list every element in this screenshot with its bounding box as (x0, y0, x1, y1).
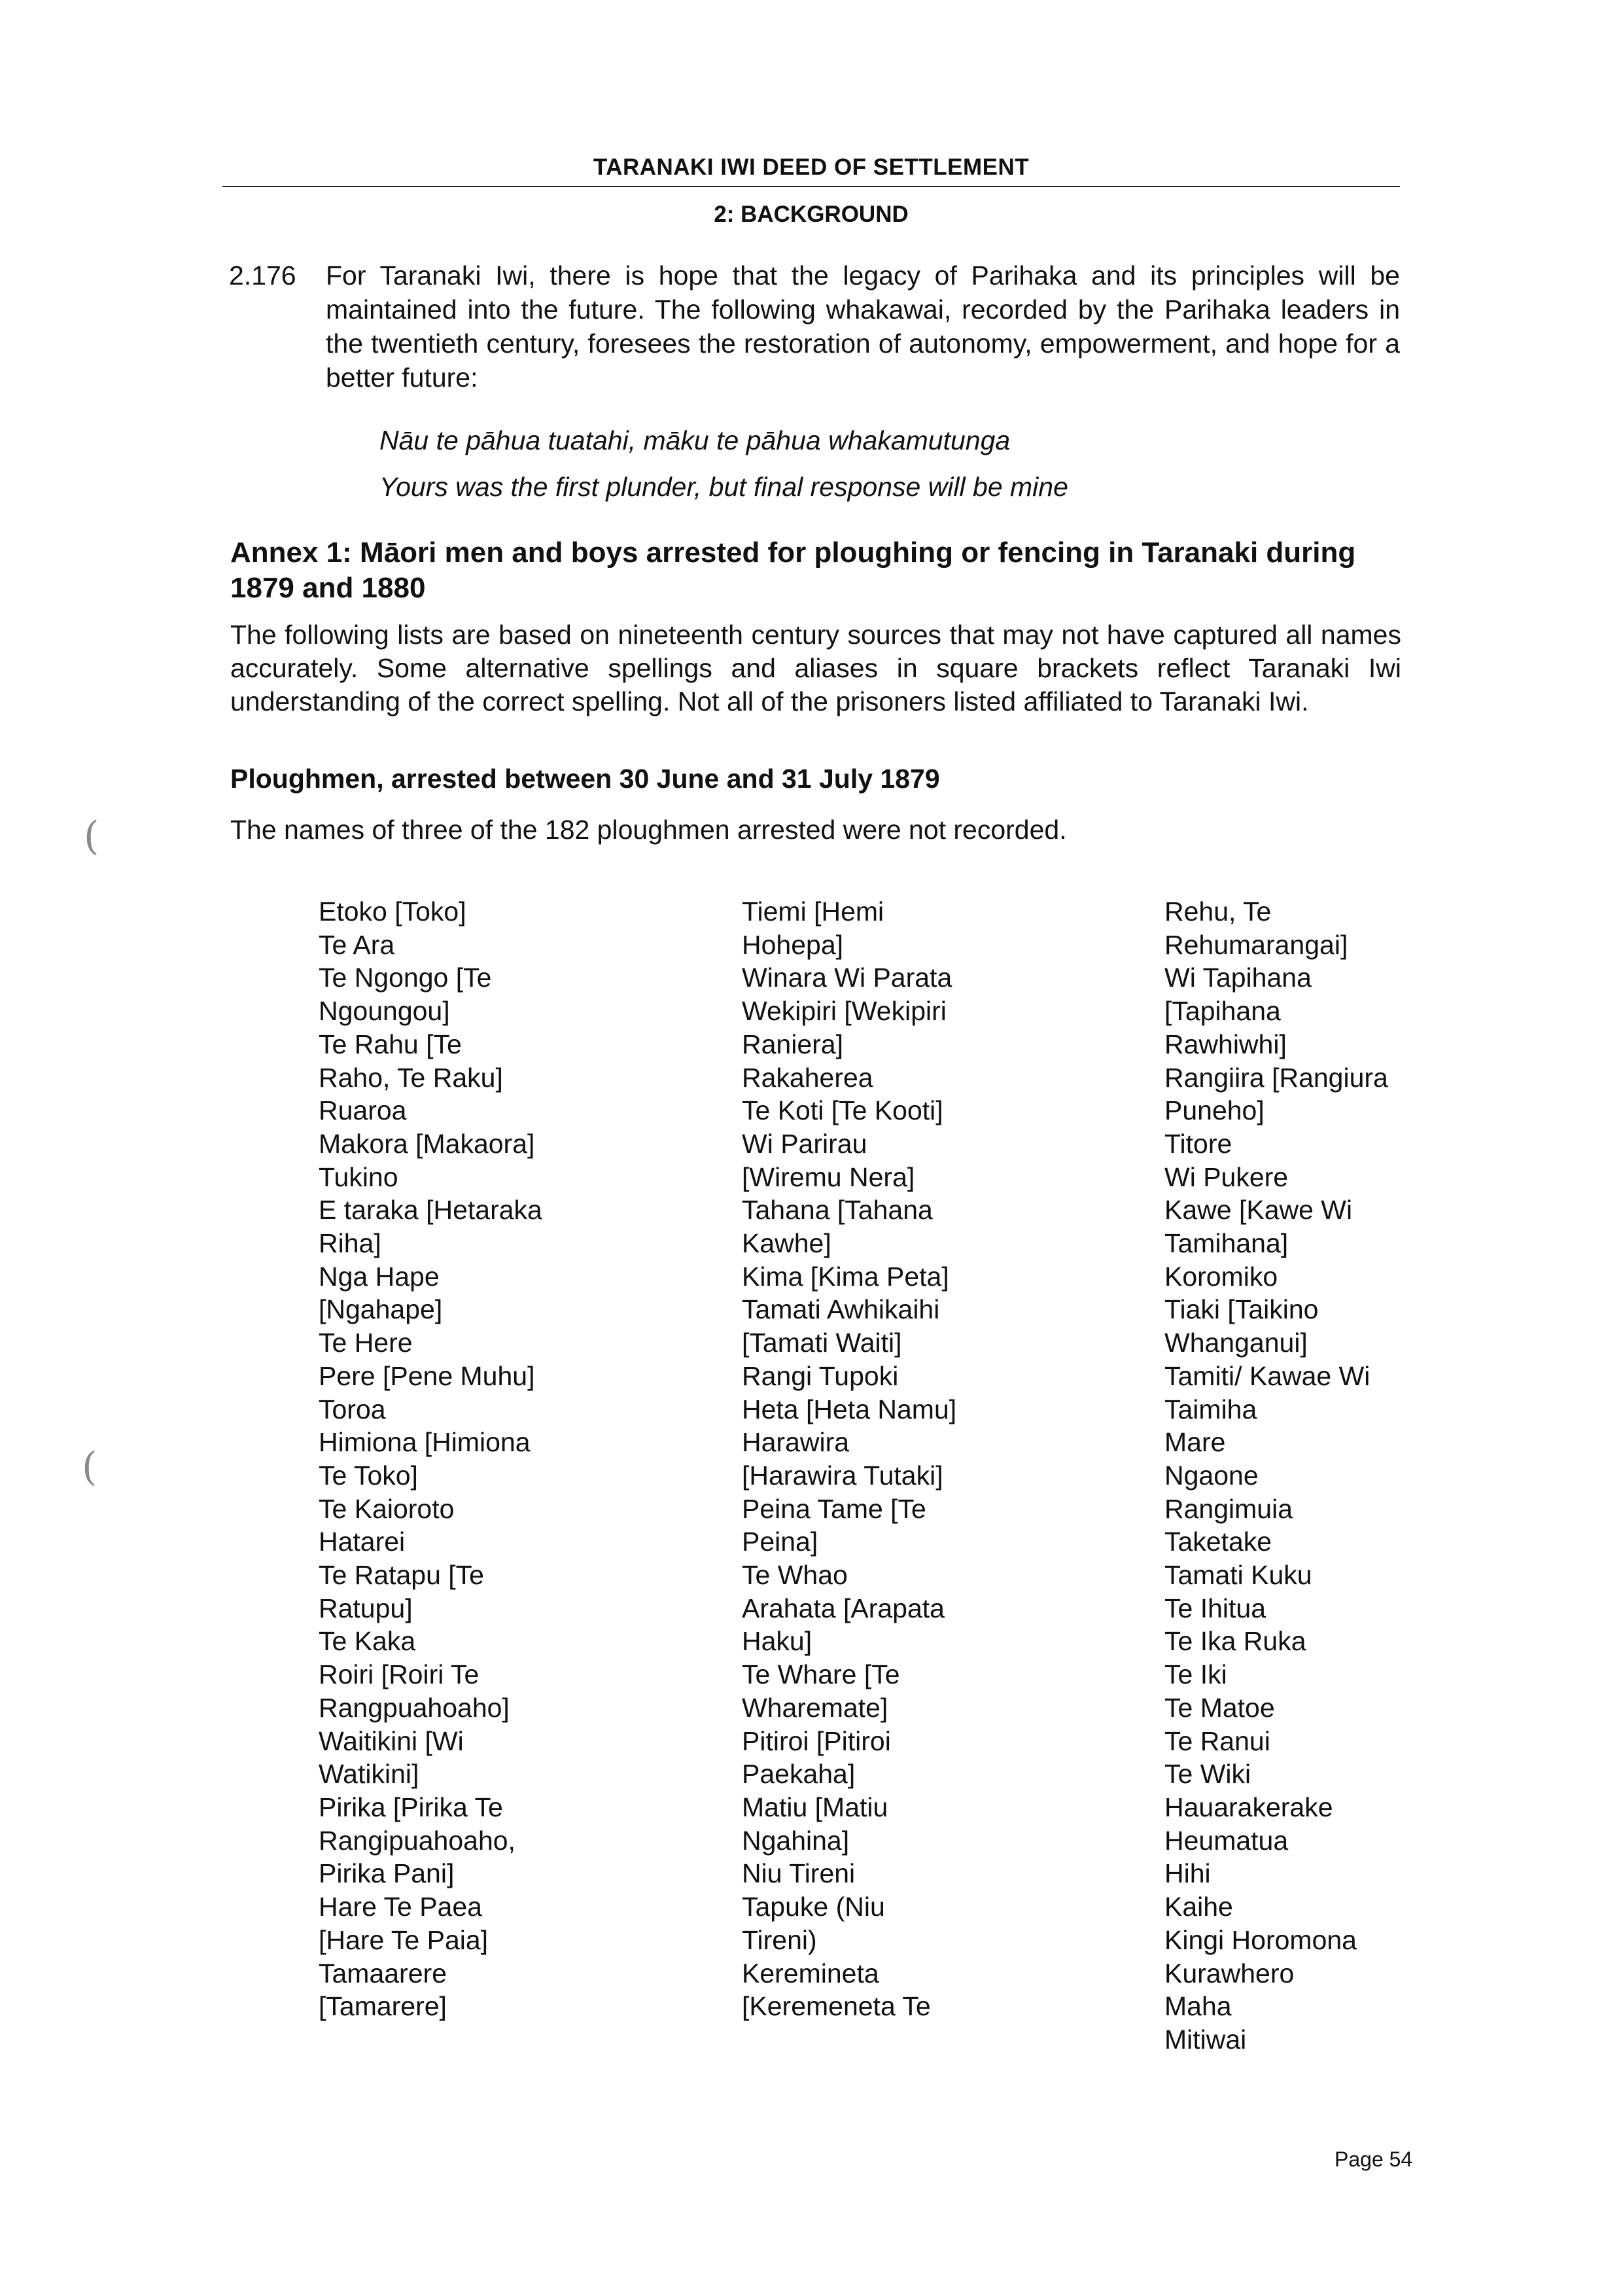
name-entry: Arahata [Arapata (742, 1593, 945, 1623)
name-entry: Tireni) (742, 1924, 817, 1955)
name-entry: Rangi Tupoki (742, 1360, 899, 1391)
name-entry: Rakaherea (742, 1062, 873, 1093)
name-entry: Wi Pukere (1164, 1161, 1289, 1192)
name-entry: Kaihe (1164, 1892, 1233, 1922)
name-entry: Ruaroa (319, 1095, 407, 1126)
name-entry: Te Ika Ruka (1164, 1626, 1306, 1657)
name-entry: Koromiko (1164, 1261, 1278, 1292)
paragraph-text: For Taranaki Iwi, there is hope that the legacy of Parihaka and its principles will be maintained into the future. The following whakawai, recorded by the Parihaka leaders in the twentieth century, foresees the restoration of autonomy, empowerment, and hope for a better future: (326, 260, 1400, 393)
name-entry: Te Ranui (1164, 1725, 1270, 1756)
name-entry: Niu Tireni (742, 1858, 856, 1889)
name-entry: Tiaki [Taikino (1164, 1294, 1319, 1325)
name-entry: Ngaone (1164, 1460, 1259, 1491)
name-entry: Tamiti/ Kawae Wi (1164, 1360, 1370, 1391)
name-entry: Whanganui] (1164, 1328, 1308, 1358)
name-entry: [Hare Te Paia] (319, 1924, 489, 1955)
name-entry: Heumatua (1164, 1825, 1289, 1856)
name-entry: Paekaha] (742, 1759, 856, 1790)
quote-maori: Nāu te pāhua tuatahi, māku te pāhua whakamutunga (379, 425, 1011, 455)
margin-scan-mark: ( (84, 813, 99, 859)
name-entry: Raniera] (742, 1029, 843, 1059)
name-entry: Hatarei (319, 1527, 406, 1557)
name-entry: Te Toko] (319, 1460, 418, 1491)
name-entry: Puneho] (1164, 1095, 1265, 1126)
name-entry: Heta [Heta Namu] (742, 1394, 957, 1424)
name-entry: Rehumarangai] (1164, 929, 1348, 960)
name-entry: Pirika Pani] (319, 1858, 455, 1889)
name-entry: Mare (1164, 1427, 1226, 1458)
name-entry: Hauarakerake (1164, 1792, 1333, 1822)
name-entry: Watikini] (319, 1759, 419, 1790)
name-entry: Rangimuia (1164, 1493, 1293, 1524)
name-entry: [Ngahape] (319, 1294, 443, 1325)
name-entry: Ngoungou] (319, 996, 450, 1027)
names-column-1 (319, 895, 724, 2023)
name-entry: Tapuke (Niu (742, 1892, 885, 1922)
names-column-2 (742, 895, 1147, 2023)
name-entry: Te Kaka (319, 1626, 416, 1657)
name-entry: Mitiwai (1164, 2024, 1247, 2055)
name-entry: Winara Wi Parata (742, 963, 952, 993)
name-entry: Taketake (1164, 1527, 1272, 1557)
ploughmen-note: The names of three of the 182 ploughmen arrested were not recorded. (230, 815, 1067, 845)
name-entry: Te Whao (742, 1560, 848, 1591)
name-entry: Toroa (319, 1394, 386, 1424)
section-heading: 2: BACKGROUND (714, 202, 909, 227)
name-entry: Te Ngongo [Te (319, 963, 492, 993)
name-entry: [Wiremu Nera] (742, 1161, 915, 1192)
name-entry: Kurawhero (1164, 1958, 1295, 1988)
name-entry: Te Koti [Te Kooti] (742, 1095, 943, 1126)
name-entry: [Tamarere] (319, 1991, 447, 2022)
header-rule (222, 186, 1400, 187)
name-entry: Wharemate] (742, 1692, 888, 1723)
name-entry: Matiu [Matiu (742, 1792, 888, 1822)
name-entry: [Tamati Waiti] (742, 1328, 902, 1358)
annex-heading: Annex 1: Māori men and boys arrested for ploughing or fencing in Taranaki during 1879 and 1880 (230, 537, 1356, 604)
quote-english: Yours was the first plunder, but final response will be mine (379, 472, 1068, 502)
name-entry: Te Matoe (1164, 1692, 1275, 1723)
name-entry: Nga Hape (319, 1261, 440, 1292)
name-entry: Keremineta (742, 1958, 879, 1988)
name-entry: Wekipiri [Wekipiri (742, 996, 947, 1027)
name-entry: Harawira (742, 1427, 850, 1458)
name-entry: Himiona [Himiona (319, 1427, 531, 1458)
name-entry: Pirika [Pirika Te (319, 1792, 503, 1822)
name-entry: Peina Tame [Te (742, 1493, 926, 1524)
name-entry: Tamihana] (1164, 1228, 1289, 1259)
annex-body-text: The following lists are based on nineteenth century sources that may not have captured all names accurately. Some alternative spellings and aliases in square brackets reflect Taranaki Iwi understanding of the correct spelling. Not all of the prisoners listed affiliated to Taranaki Iwi. (230, 620, 1401, 716)
name-entry: Tahana [Tahana (742, 1195, 933, 1226)
name-entry: Te Iki (1164, 1659, 1227, 1690)
name-entry: Peina] (742, 1527, 818, 1557)
name-entry: Te Here (319, 1328, 413, 1358)
ploughmen-subheading: Ploughmen, arrested between 30 June and 31 July 1879 (230, 764, 940, 794)
name-entry: Wi Tapihana (1164, 963, 1312, 993)
name-entry: Kawe [Kawe Wi (1164, 1195, 1353, 1226)
paragraph-2-176 (229, 258, 1400, 395)
name-entry: Pere [Pene Muhu] (319, 1360, 535, 1391)
name-entry: Rawhiwhi] (1164, 1029, 1287, 1059)
name-entry: Rehu, Te (1164, 896, 1272, 927)
name-entry: Kima [Kima Peta] (742, 1261, 949, 1292)
name-entry: Tamati Kuku (1164, 1560, 1312, 1591)
name-entry: Hihi (1164, 1858, 1211, 1889)
name-entry: Tamaarere (319, 1958, 447, 1988)
name-entry: Te Wiki (1164, 1759, 1251, 1790)
name-entry: Taimiha (1164, 1394, 1257, 1424)
name-entry: Te Ratapu [Te (319, 1560, 484, 1591)
names-column-3 (1164, 895, 1570, 2057)
name-entry: [Keremeneta Te (742, 1991, 931, 2022)
name-entry: Kingi Horomona (1164, 1924, 1357, 1955)
name-entry: [Tapihana (1164, 996, 1281, 1027)
name-entry: Te Rahu [Te (319, 1029, 462, 1059)
name-entry: Te Ara (319, 929, 395, 960)
name-entry: Haku] (742, 1626, 812, 1657)
name-entry: Titore (1164, 1128, 1232, 1159)
name-entry: Roiri [Roiri Te (319, 1659, 480, 1690)
name-entry: Etoko [Toko] (319, 896, 466, 927)
name-entry: Riha] (319, 1228, 381, 1259)
name-entry: Hohepa] (742, 929, 844, 960)
name-entry: Te Whare [Te (742, 1659, 900, 1690)
name-entry: Tamati Awhikaihi (742, 1294, 940, 1325)
name-entry: Wi Parirau (742, 1128, 867, 1159)
paragraph-number: 2.176 (229, 260, 296, 291)
name-entry: E taraka [Hetaraka (319, 1195, 542, 1226)
running-header-title: TARANAKI IWI DEED OF SETTLEMENT (593, 154, 1030, 180)
name-entry: Tiemi [Hemi (742, 896, 884, 927)
name-entry: Tukino (319, 1161, 398, 1192)
name-entry: Pitiroi [Pitiroi (742, 1725, 891, 1756)
name-entry: Te Ihitua (1164, 1593, 1266, 1623)
name-entry: Rangiira [Rangiura (1164, 1062, 1388, 1093)
name-entry: Hare Te Paea (319, 1892, 482, 1922)
margin-scan-mark: ( (82, 1444, 97, 1490)
name-entry: Raho, Te Raku] (319, 1062, 503, 1093)
name-entry: Ngahina] (742, 1825, 850, 1856)
name-entry: Ratupu] (319, 1593, 413, 1623)
name-entry: Rangpuahoaho] (319, 1692, 510, 1723)
name-entry: Makora [Makaora] (319, 1128, 535, 1159)
page-number: Page 54 (1335, 2147, 1413, 2171)
name-entry: Rangipuahoaho, (319, 1825, 515, 1856)
name-entry: Kawhe] (742, 1228, 831, 1259)
name-entry: Te Kaioroto (319, 1493, 455, 1524)
name-entry: Maha (1164, 1991, 1232, 2022)
name-entry: Waitikini [Wi (319, 1725, 464, 1756)
name-entry: [Harawira Tutaki] (742, 1460, 943, 1491)
